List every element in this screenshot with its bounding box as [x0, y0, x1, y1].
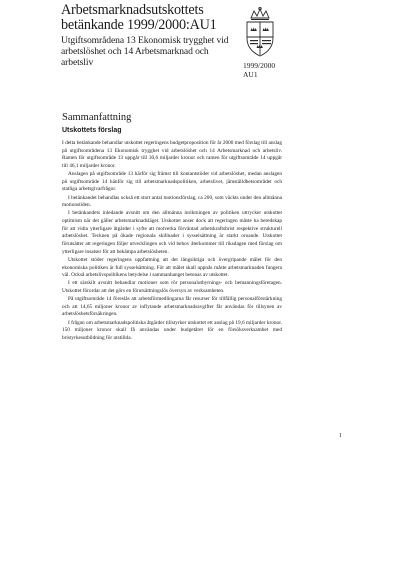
- document-year: 1999/2000: [243, 61, 276, 70]
- paragraph: I ett särskilt avsnitt behandlar motioner som rör personalutbyrnings- och bemanningsföretagen. Utskottet förordar att det görs en förutsättningslös översyn av verksamheten.: [62, 280, 282, 294]
- body-text: [62, 140, 282, 343]
- paragraph: I frågan om arbetsmarknadspolitiska åtgärder tillstyrker utskottet ett anslag på 19,6 miljarder kronor. 150 miljoner kronor skall få användas under budgetåret för en försöksverksamhet med bristyrkesutbildning för utstillda.: [62, 319, 282, 341]
- paragraph: I detta betänkande behandlar utskottet regeringens budgetproposition för år 2000 med förslag till anslag på utgiftsområdena 13 Ekonomisk trygghet vid arbetslöshet och 14 Arbetsmarknad och arbetsliv. Ramen för utgiftsområde 13 uppgår till 30,6 miljarder kronor och ramen för utgiftsområde 14 uppgår till 46,1 miljarder kronor.: [62, 140, 282, 169]
- paragraph: I betänkandets inledande avsnitt om den allmänna inriktningen av politiken uttrycker utskottet optimism när det gäller arbetsmarknadsläget. Utskottet anser dock att regeringen måste ha beredskap för att vidta ytterligare åtgärder i syfte att motverka förväntad arbetskraftsbrist respektive strukturell arbetslöshet. Tecknen på ökade regionala skillnader i sysselsättning är starkt oroande. Utskottet förutsätter att regeringen följer utvecklingen och vid behov återkommer till riksdagen med förslag om ytterligare insatser för att bekämpa arbetslösheten.: [62, 210, 282, 255]
- paragraph: På utgiftsområde 14 föreslås att arbetsförmedlingarna får resurser för tillfällig personalförstärkning och att 14,65 miljoner kronor av inflytande arbetsmarknadsavgifter får användas för tillsynen av arbetslöshetsförsäkringen.: [62, 296, 282, 318]
- document-subtitle: Utgiftsområdena 13 Ekonomisk trygghet vid arbetslöshet och 14 Arbetsmarknad och arbetsliv: [61, 35, 229, 68]
- document-code: AU1: [243, 69, 258, 79]
- section-heading: Sammanfattning: [62, 112, 132, 123]
- paragraph: I betänkandet behandlas också ett stort antal motionsförslag, ca 200, som väckts under den allmänna motionstiden.: [62, 194, 282, 209]
- document-number-label: [243, 62, 275, 79]
- paragraph: Utskottet stöder regeringens uppfattning att det långsiktiga och övergripande målet för den ekonomiska politiken är full sysselsättning. För att målet skall uppnås måste arbetsmarknaden fungera väl. Också arbetslivspolitikens betydelse i sammanhanget betonas av utskottet.: [62, 256, 282, 279]
- page-number: 1: [339, 433, 342, 439]
- royal-crest-icon: [241, 6, 279, 60]
- section-subheading: Utskottets förslag: [62, 127, 122, 134]
- document-title: Arbetsmarknadsutskottets betänkande 1999/2000:AU1: [61, 2, 217, 33]
- paragraph: Anslagen på utgiftsområde 13 härför sig främst till kontantstödet vid arbetslöshet, medan anslagen på utgiftsområde 14 hänför sig till arbetsmarknadspolitiken, arbetslivet, jämställdhetsområdet och statliga arbetsgivarfrågor.: [62, 171, 282, 193]
